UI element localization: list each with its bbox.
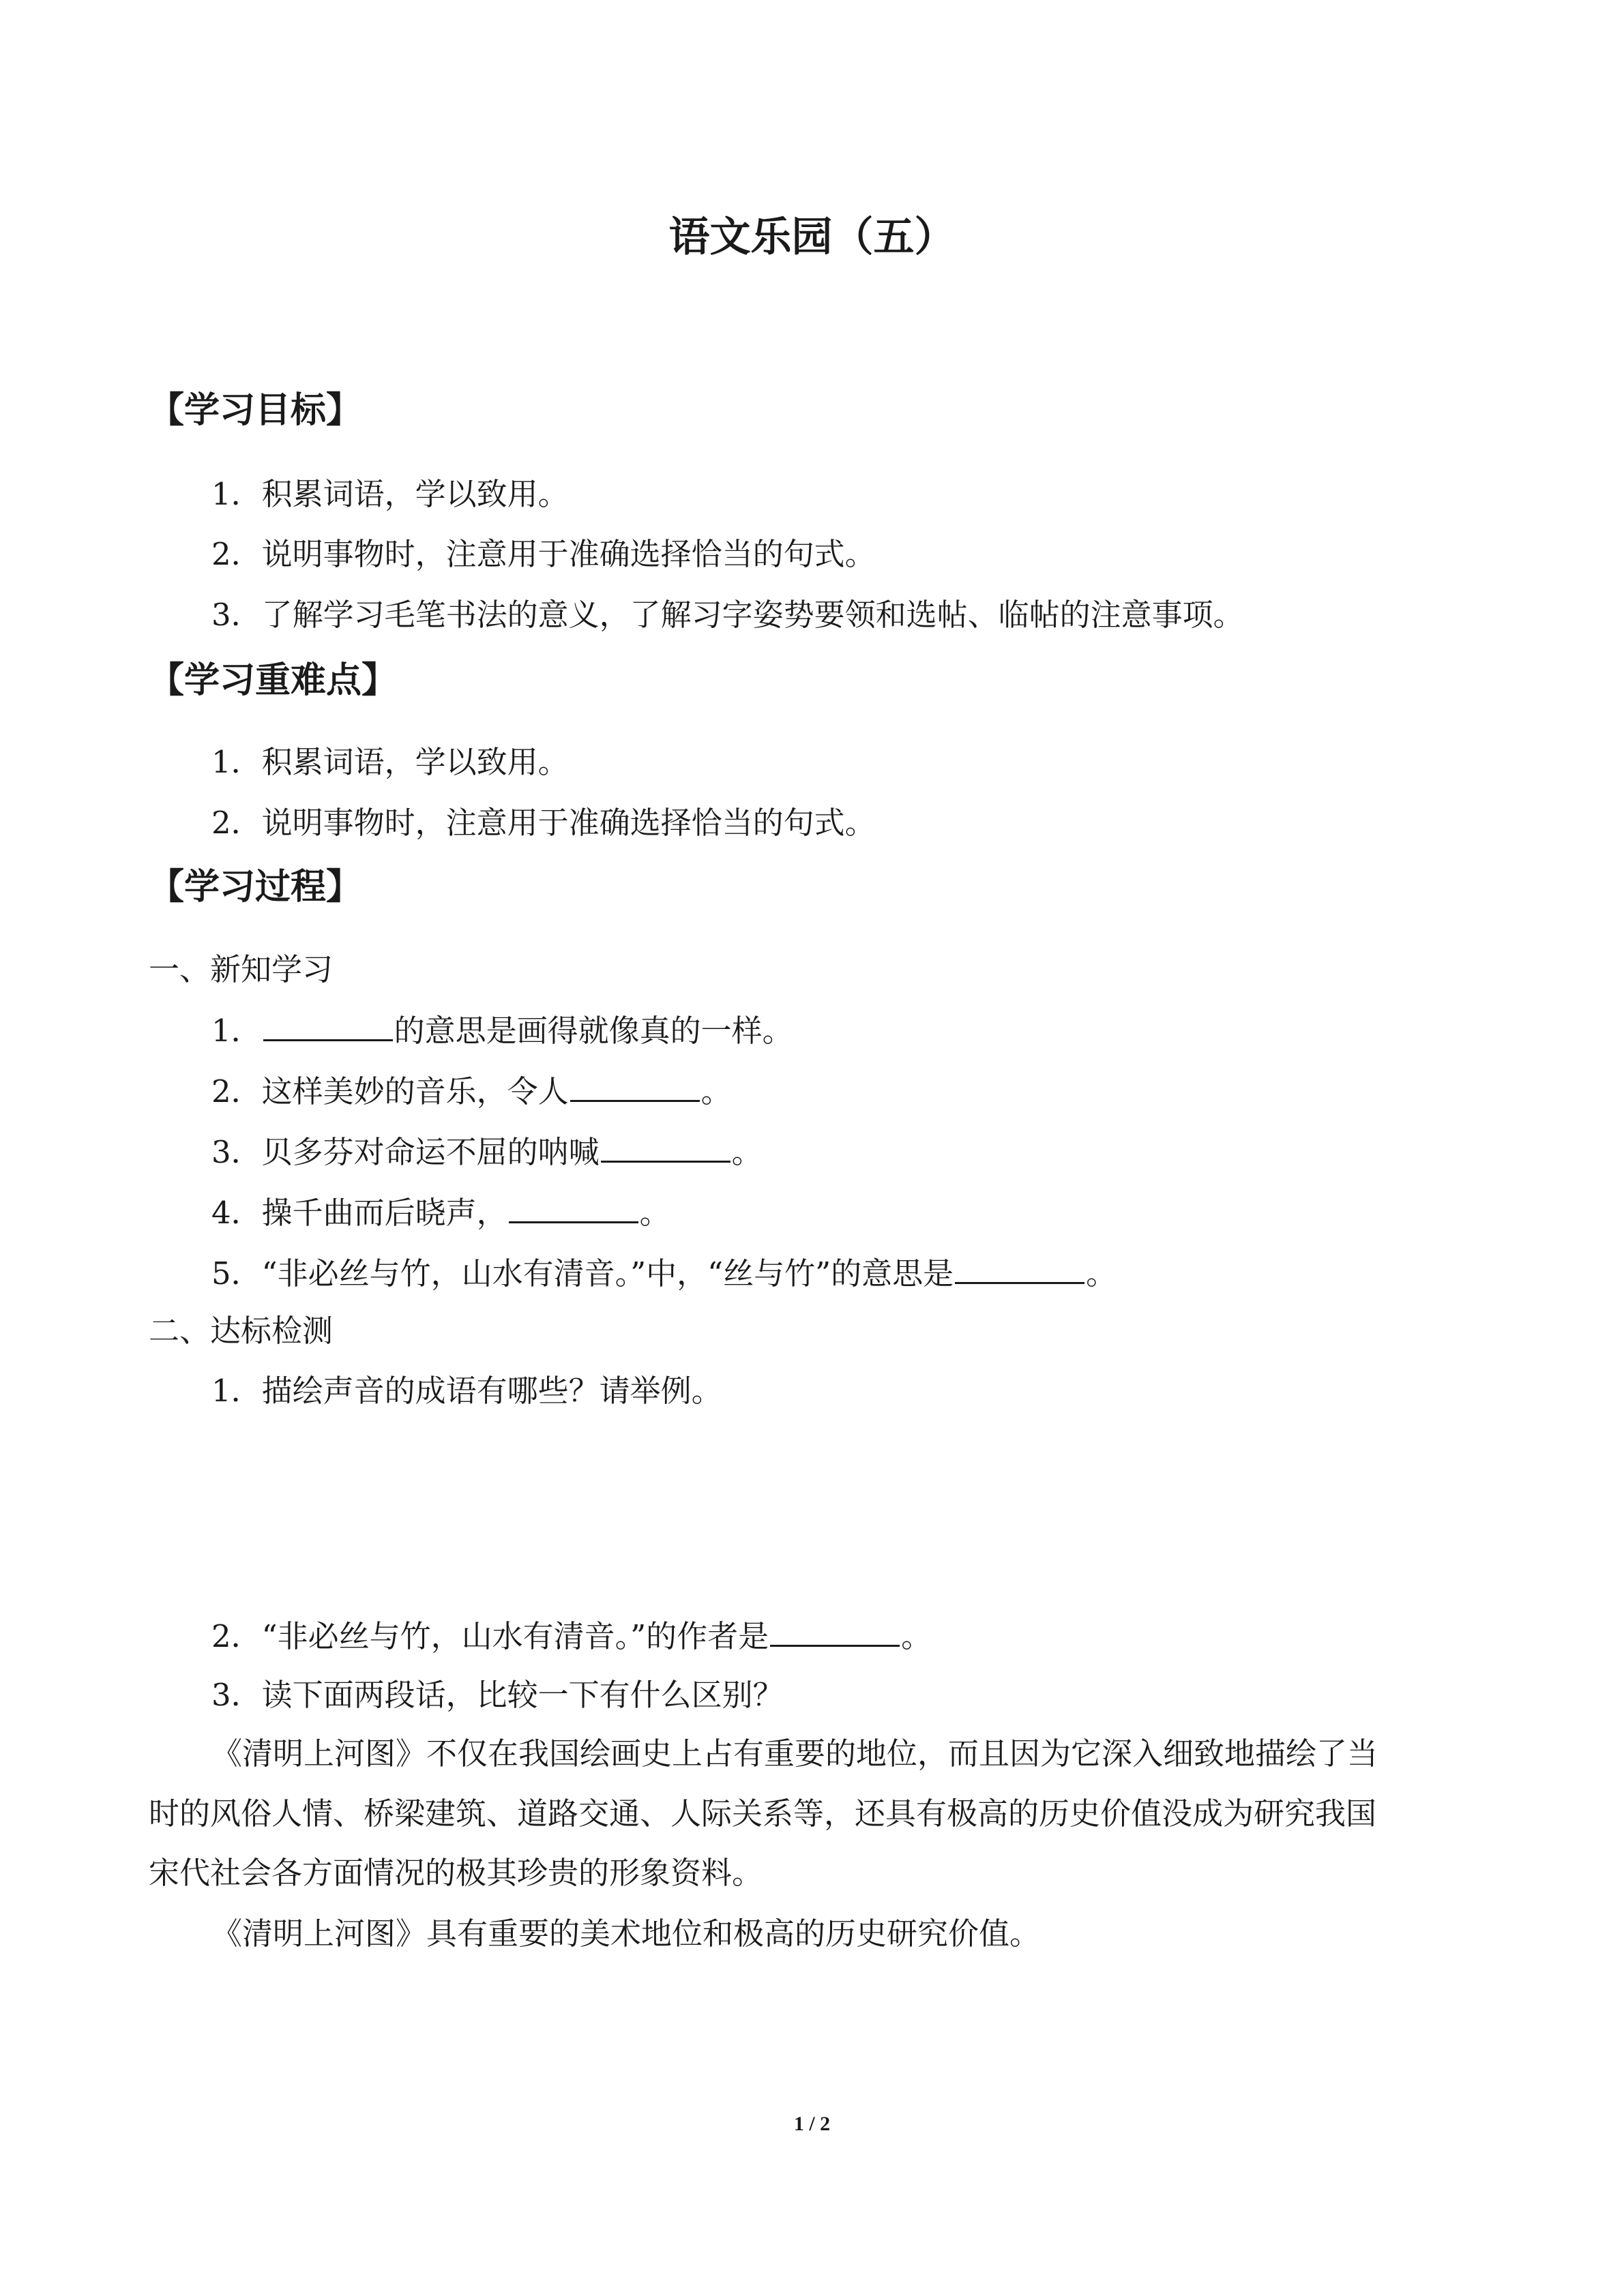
key-point-item: 2．说明事物时，注意用于准确选择恰当的句式。	[211, 805, 876, 841]
objective-item: 2．说明事物时，注意用于准确选择恰当的句式。	[211, 536, 876, 572]
question-5: 5．“非必丝与竹，山水有清音。”中，“丝与竹”的意思是 。	[211, 1252, 1117, 1294]
objective-item: 3．了解学习毛笔书法的意义，了解习字姿势要领和选帖、临帖的注意事项。	[211, 597, 1244, 633]
answer-blank[interactable]	[770, 1615, 900, 1647]
passage-1-line: 时的风俗人情、桥梁建筑、道路交通、人际关系等，还具有极高的历史价值没成为研究我国	[149, 1795, 1377, 1832]
process-heading: 【学习过程】	[149, 867, 362, 908]
part2-heading: 二、达标检测	[149, 1313, 334, 1349]
question-3: 3．贝多芬对命运不屈的呐喊 。	[211, 1131, 763, 1173]
key-points-heading: 【学习重难点】	[149, 660, 398, 701]
test-question-3: 3．读下面两段话，比较一下有什么区别？	[211, 1677, 784, 1713]
page-title: 语文乐园（五）	[668, 213, 956, 261]
passage-1-line: 《清明上河图》不仅在我国绘画史上占有重要的地位，而且因为它深入细致地描绘了当	[211, 1735, 1378, 1772]
answer-blank[interactable]	[263, 1009, 393, 1041]
question-2: 2．这样美妙的音乐，令人 。	[211, 1070, 732, 1112]
passage-1-line: 宋代社会各方面情况的极其珍贵的形象资料。	[149, 1855, 763, 1891]
question-4: 4．操千曲而后晓声， 。	[211, 1191, 670, 1234]
test-question-1: 1．描绘声音的成语有哪些？请举例。	[211, 1373, 722, 1409]
question-1: 1． 的意思是画得就像真的一样。	[211, 1009, 793, 1052]
key-point-item: 1．积累词语，学以致用。	[211, 744, 569, 780]
answer-blank[interactable]	[955, 1252, 1084, 1284]
page-number: 1 / 2	[793, 2113, 831, 2135]
answer-blank[interactable]	[509, 1191, 638, 1223]
passage-2: 《清明上河图》具有重要的美术地位和极高的历史研究价值。	[211, 1915, 1041, 1952]
answer-blank[interactable]	[601, 1131, 730, 1163]
objective-item: 1．积累词语，学以致用。	[211, 476, 569, 512]
answer-blank[interactable]	[570, 1070, 700, 1102]
objectives-heading: 【学习目标】	[149, 390, 362, 431]
part1-heading: 一、新知学习	[149, 951, 334, 987]
test-question-2: 2．“非必丝与竹，山水有清音。”的作者是 。	[211, 1615, 932, 1657]
